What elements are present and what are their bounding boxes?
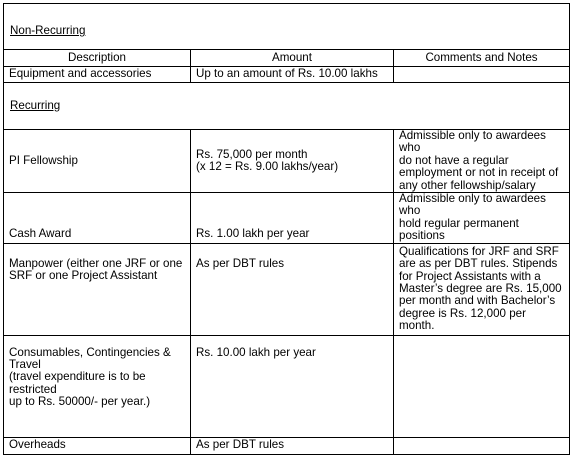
cell-line: any other fellowship/salary — [399, 178, 536, 192]
section-row-recurring — [4, 83, 570, 130]
cell-line: Cash Award — [9, 227, 72, 241]
cell-line: Travel — [9, 358, 41, 372]
cell-description — [4, 335, 191, 437]
cell-amount — [191, 130, 394, 193]
cell-comments — [394, 67, 570, 83]
cell-line: per month and with Bachelor’s — [399, 294, 556, 308]
cell-line: Rs. 1.00 lakh per year — [196, 227, 310, 241]
cell-comments — [394, 243, 570, 335]
section-title-recurring: Recurring — [10, 98, 61, 112]
cell-line: (x 12 = Rs. 9.00 lakhs/year) — [196, 160, 339, 174]
cell-line: Up to an amount of Rs. 10.00 lakhs — [196, 67, 378, 81]
cell-line: employment or not in receipt of — [399, 166, 559, 180]
cell-line: degree is Rs. 12,000 per month. — [399, 306, 526, 333]
cell-line: Overheads — [9, 438, 66, 452]
header-comments: Comments and Notes — [394, 50, 570, 67]
cell-description — [4, 130, 191, 193]
cell-line: Manpower (either one JRF or one — [9, 256, 183, 270]
cell-amount — [191, 335, 394, 437]
table-row — [4, 243, 570, 335]
cell-line: hold regular permanent positions — [399, 216, 519, 243]
cell-description — [4, 193, 191, 244]
section-cell — [4, 83, 570, 130]
cell-line: for Project Assistants with a — [399, 269, 541, 283]
section-title-non-recurring: Non-Recurring — [10, 24, 86, 38]
cell-line: Master’s degree are Rs. 15,000 — [399, 281, 562, 295]
cell-line: are as per DBT rules. Stipends — [399, 257, 558, 271]
cell-line: (travel expenditure is to be restricted — [9, 370, 146, 396]
section-row-non-recurring — [4, 4, 570, 50]
table-row — [4, 130, 570, 193]
cell-amount — [191, 67, 394, 83]
cell-line: PI Fellowship — [9, 153, 78, 167]
table-row — [4, 67, 570, 83]
cell-comments — [394, 193, 570, 244]
cell-line: Rs. 75,000 per month — [196, 147, 308, 161]
section-cell — [4, 4, 570, 50]
header-amount: Amount — [191, 50, 394, 67]
header-description: Description — [4, 50, 191, 67]
cell-amount — [191, 243, 394, 335]
cell-amount — [191, 193, 394, 244]
cell-line: Admissible only to awardees who — [399, 192, 546, 218]
cell-line: Qualifications for JRF and SRF — [399, 244, 559, 258]
cell-line: Consumables, Contingencies & — [9, 345, 171, 359]
cell-line: up to Rs. 50000/- per year.) — [9, 395, 151, 409]
cell-line: As per DBT rules — [196, 438, 285, 452]
cell-line: As per DBT rules — [196, 256, 285, 270]
cell-comments — [394, 335, 570, 437]
cell-line: Admissible only to awardees who — [399, 129, 546, 155]
cell-line: do not have a regular — [399, 153, 509, 167]
cell-line: SRF or one Project Assistant — [9, 269, 158, 283]
cell-description — [4, 67, 191, 83]
budget-table — [3, 3, 570, 455]
cell-line: Equipment and accessories — [9, 67, 152, 81]
cell-description — [4, 243, 191, 335]
cell-comments — [394, 130, 570, 193]
cell-line: Rs. 10.00 lakh per year — [196, 345, 316, 359]
table-header-row — [4, 50, 570, 67]
table-row — [4, 335, 570, 437]
table-row — [4, 193, 570, 244]
